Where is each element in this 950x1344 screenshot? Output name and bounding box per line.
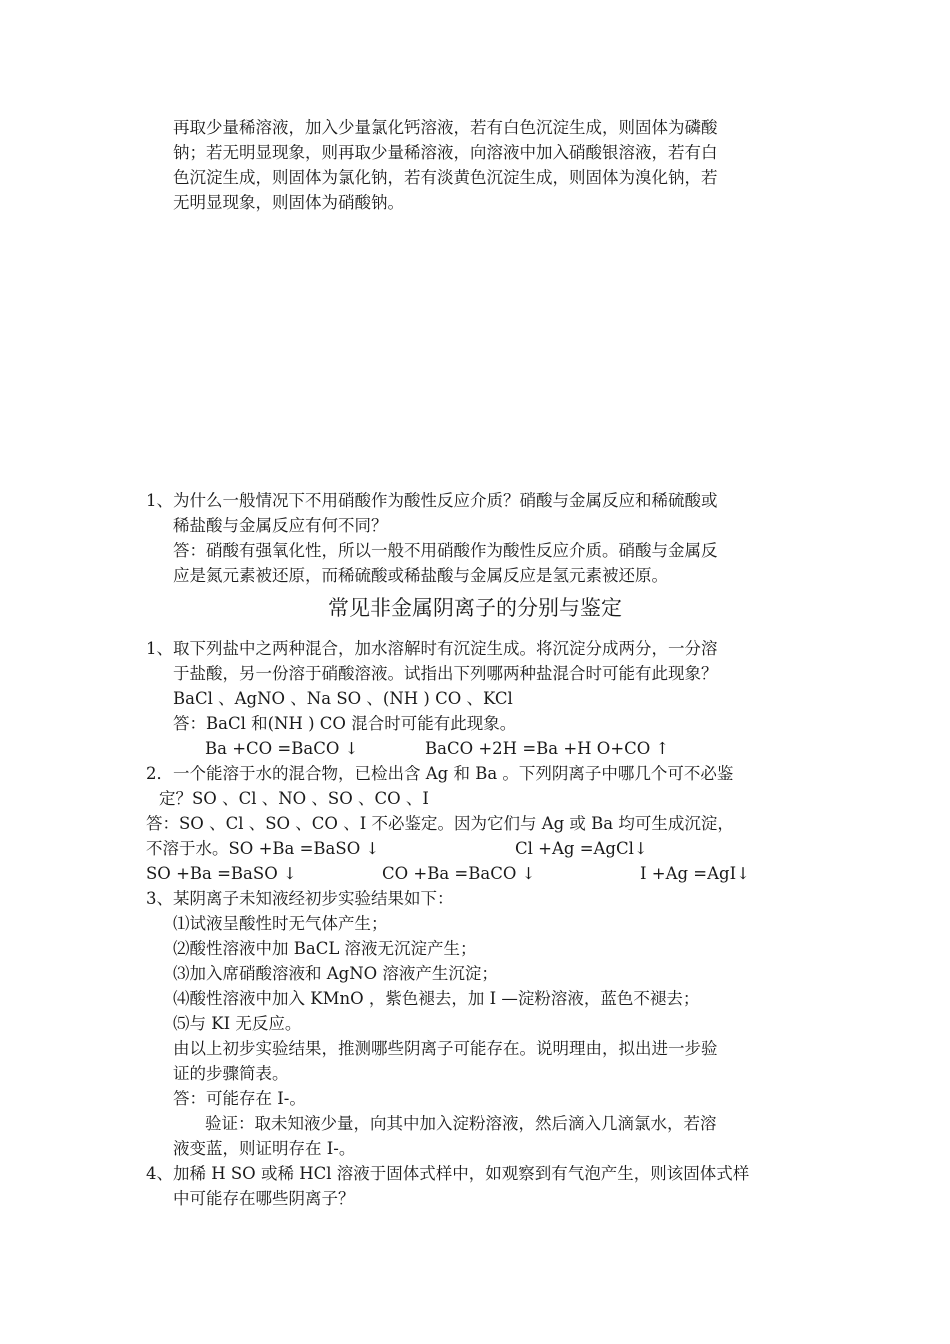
- answer-s3-line: 验证：取未知液少量，向其中加入淀粉溶液，然后滴入几滴氯水，若溶: [205, 1114, 717, 1133]
- paragraph-line: 色沉淀生成，则固体为氯化钠，若有淡黄色沉淀生成，则固体为溴化钠，若: [173, 168, 718, 187]
- ion-list: 定？SO 、Cl 、NO 、SO 、CO 、I: [159, 789, 429, 808]
- list-item: ⑴试液呈酸性时无气体产生；: [173, 914, 388, 933]
- paragraph-line: 无明显现象，则固体为硝酸钠。: [173, 193, 404, 212]
- list-item: ⑸与 KI 无反应。: [173, 1014, 302, 1033]
- question-s1-line: 于盐酸，另一份溶于硝酸溶液。试指出下列哪两种盐混合时可能有此现象？: [173, 664, 718, 683]
- paragraph-line: 再取少量稀溶液，加入少量氯化钙溶液，若有白色沉淀生成，则固体为磷酸: [173, 118, 718, 137]
- question-s3-line: 证的步骤简表。: [173, 1064, 289, 1083]
- list-item: ⑵酸性溶液中加 BaCL 溶液无沉淀产生；: [173, 939, 477, 958]
- question-s3-line: 由以上初步实验结果，推测哪些阴离子可能存在。说明理由，拟出进一步验: [173, 1039, 718, 1058]
- question-s4-line: 中可能存在哪些阴离子？: [173, 1189, 355, 1208]
- paragraph-line: 钠；若无明显现象，则再取少量稀溶液，向溶液中加入硝酸银溶液，若有白: [173, 143, 718, 162]
- list-item: ⑶加入席硝酸溶液和 AgNO 溶液产生沉淀；: [173, 964, 498, 983]
- equation: Cl +Ag =AgCl↓: [515, 839, 648, 858]
- answer-s1-line: 答：BaCl 和(NH ) CO 混合时可能有此现象。: [173, 714, 517, 733]
- question-s3-line: 3、某阴离子未知液经初步实验结果如下：: [146, 889, 454, 908]
- list-item: ⑷酸性溶液中加入 KMnO ，紫色褪去，加 I —淀粉溶液，蓝色不褪去；: [173, 989, 700, 1008]
- equation: 不溶于水。SO +Ba =BaSO ↓: [146, 839, 380, 858]
- question-s4-line: 4、加稀 H SO 或稀 HCl 溶液于固体式样中，如观察到有气泡产生，则该固体式样: [146, 1164, 750, 1183]
- section-title: 常见非金属阴离子的分别与鉴定: [328, 596, 622, 620]
- answer-s3-line: 液变蓝，则证明存在 I-。: [173, 1139, 356, 1158]
- question-s1-line: 1、取下列盐中之两种混合，加水溶解时有沉淀生成。将沉淀分成两分，一分溶: [146, 639, 718, 658]
- question-1-line: 1、为什么一般情况下不用硝酸作为酸性反应介质？硝酸与金属反应和稀硫酸或: [146, 491, 718, 510]
- answer-s3-line: 答：可能存在 I-。: [173, 1089, 306, 1108]
- equation: BaCO +2H =Ba +H O+CO ↑: [425, 739, 670, 758]
- answer-1-line: 答：硝酸有强氧化性，所以一般不用硝酸作为酸性反应介质。硝酸与金属反: [173, 541, 718, 560]
- question-1-line: 稀盐酸与金属反应有何不同？: [173, 516, 388, 535]
- answer-s2-line: 答：SO 、Cl 、SO 、CO 、I 不必鉴定。因为它们与 Ag 或 Ba 均可生成沉淀，: [146, 814, 734, 833]
- equation: SO +Ba =BaSO ↓: [146, 864, 297, 883]
- question-s2-line: 2．一个能溶于水的混合物，已检出含 Ag 和 Ba 。下列阴离子中哪几个可不必鉴: [146, 764, 734, 783]
- equation: I +Ag =AgI↓: [640, 864, 750, 883]
- equation: Ba +CO =BaCO ↓: [205, 739, 359, 758]
- equation: CO +Ba =BaCO ↓: [382, 864, 536, 883]
- answer-1-line: 应是氮元素被还原，而稀硫酸或稀盐酸与金属反应是氢元素被还原。: [173, 566, 668, 585]
- salt-list: BaCl 、AgNO 、Na SO 、(NH ) CO 、KCl: [173, 689, 513, 708]
